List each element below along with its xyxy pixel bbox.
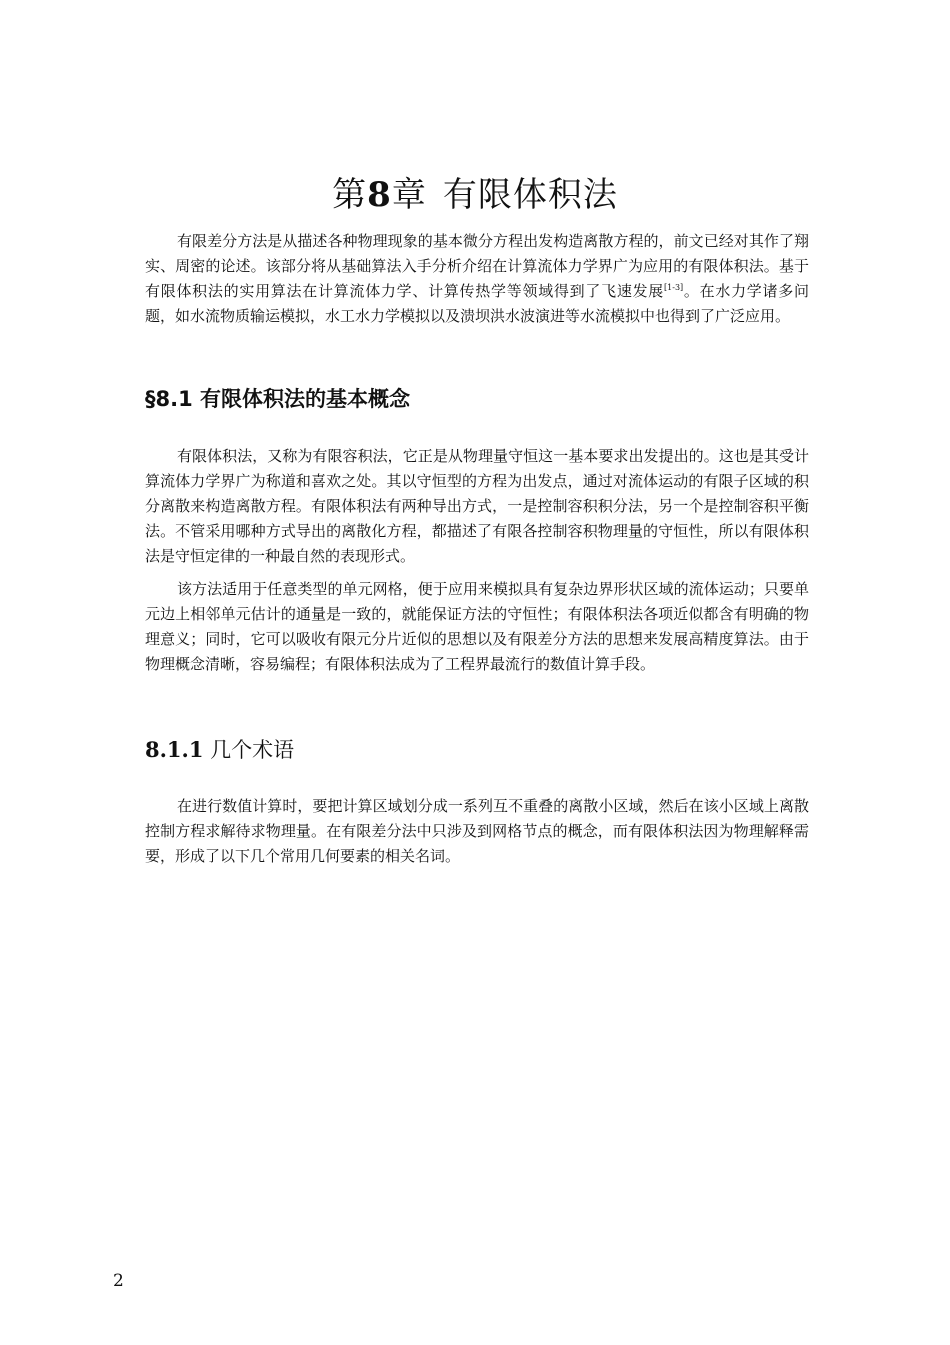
intro-text-before-citation: 有限差分方法是从描述各种物理现象的基本微分方程出发构造离散方程的，前文已经对其作了翔实、周密的论述。该部分将从基础算法入手分析介绍在计算流体力学界广为应用的有限体积法。基于有限体积法的实用算法在计算流体力学、计算传热学等领域得到了飞速发展: [145, 232, 809, 300]
chapter-suffix: 章: [391, 174, 427, 215]
subsection-number: 8.1.1: [145, 737, 204, 762]
subsection-name: 几个术语: [210, 738, 295, 762]
chapter-name: 有限体积法: [442, 174, 618, 215]
chapter-title: [0, 173, 950, 217]
section-paragraph: 有限体积法，又称为有限容积法，它正是从物理量守恒这一基本要求出发提出的。这也是其受计算流体力学界广为称道和喜欢之处。其以守恒型的方程为出发点，通过对流体运动的有限子区域的积分离散来构造离散方程。有限体积法有两种导出方式，一是控制容积积分法，另一个是控制容积平衡法。不管采用哪种方式导出的离散化方程，都描述了有限各控制容积物理量的守恒性，所以有限体积法是守恒定律的一种最自然的表现形式。: [145, 447, 809, 565]
page-number: 2: [113, 1271, 124, 1291]
subsection-title: [145, 735, 809, 765]
chapter-number: 8: [367, 174, 392, 215]
subsection-paragraph: 在进行数值计算时，要把计算区域划分成一系列互不重叠的离散小区域，然后在该小区域上离散控制方程求解待求物理量。在有限差分法中只涉及到网格节点的概念，而有限体积法因为物理解释需要，形成了以下几个常用几何要素的相关名词。: [145, 797, 809, 865]
intro-text-after-citation: 。在水力学诸多问题，如水流物质输运模拟，水工水力学模拟以及溃坝洪水波演进等水流模拟中也得到了广泛应用。: [145, 282, 809, 325]
intro-paragraph: [145, 229, 809, 329]
citation-reference: [1-3]: [664, 283, 684, 292]
section-paragraph: 该方法适用于任意类型的单元网格，便于应用来模拟具有复杂边界形状区域的流体运动；只要单元边上相邻单元估计的通量是一致的，就能保证方法的守恒性；有限体积法各项近似都含有明确的物理意义；同时，它可以吸收有限元分片近似的思想以及有限差分方法的思想来发展高精度算法。由于物理概念清晰，容易编程；有限体积法成为了工程界最流行的数值计算手段。: [145, 580, 809, 673]
chapter-prefix: 第: [332, 174, 368, 215]
section-title: §8.1 有限体积法的基本概念: [145, 387, 411, 411]
